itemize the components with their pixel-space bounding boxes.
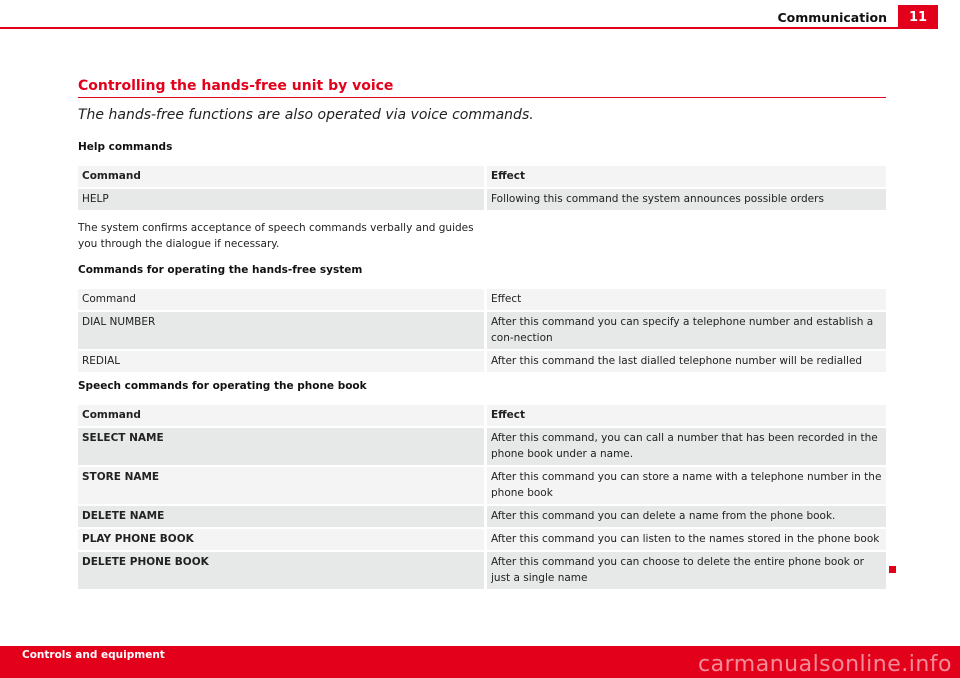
header-rule <box>0 27 912 29</box>
command-cell: SELECT NAME <box>78 428 484 465</box>
phonebook-commands-heading: Speech commands for operating the phone book <box>78 380 367 392</box>
column-header-command: Command <box>78 405 484 426</box>
effect-cell: After this command you can listen to the names stored in the phone book <box>484 529 886 550</box>
command-cell: DELETE PHONE BOOK <box>78 552 484 589</box>
effect-cell: After this command you can choose to delete the entire phone book or just a single name <box>484 552 886 589</box>
column-header-effect: Effect <box>484 166 886 187</box>
watermark: carmanualsonline.info <box>698 652 952 677</box>
column-header-command: Command <box>78 289 484 310</box>
table-header-row <box>78 405 886 426</box>
section-end-marker-icon <box>889 566 896 573</box>
confirmation-paragraph: The system confirms acceptance of speech commands verbally and guides you through the dialogue if necessary. <box>78 222 474 250</box>
effect-cell: Following this command the system announces possible orders <box>484 189 886 210</box>
command-cell: REDIAL <box>78 351 484 372</box>
table-row <box>78 312 886 349</box>
footer-chapter-label: Controls and equipment <box>22 649 165 661</box>
table-row <box>78 189 886 210</box>
table-header-row <box>78 166 886 187</box>
column-header-effect: Effect <box>484 289 886 310</box>
table-row <box>78 552 886 589</box>
footer-bar <box>0 646 960 678</box>
effect-cell: After this command you can specify a telephone number and establish a con-nection <box>484 312 886 349</box>
page-number: 11 <box>898 5 938 29</box>
table-row <box>78 529 886 550</box>
handsfree-commands-table <box>78 287 886 374</box>
command-cell: PLAY PHONE BOOK <box>78 529 484 550</box>
command-cell: DELETE NAME <box>78 506 484 527</box>
help-commands-table <box>78 164 886 212</box>
command-cell: STORE NAME <box>78 467 484 504</box>
effect-cell: After this command the last dialled telephone number will be redialled <box>484 351 886 372</box>
command-cell: DIAL NUMBER <box>78 312 484 349</box>
chapter-title: Communication <box>777 10 887 25</box>
table-row <box>78 351 886 372</box>
command-cell: HELP <box>78 189 484 210</box>
table-row <box>78 506 886 527</box>
section-intro: The hands-free functions are also operated via voice commands. <box>78 107 534 123</box>
effect-cell: After this command you can store a name with a telephone number in the phone book <box>484 467 886 504</box>
section-heading: Controlling the hands-free unit by voice <box>78 78 886 98</box>
table-row <box>78 467 886 504</box>
column-header-effect: Effect <box>484 405 886 426</box>
handsfree-commands-heading: Commands for operating the hands-free system <box>78 264 363 276</box>
effect-cell: After this command you can delete a name from the phone book. <box>484 506 886 527</box>
phonebook-commands-table <box>78 403 886 591</box>
column-header-command: Command <box>78 166 484 187</box>
table-row <box>78 428 886 465</box>
table-header-row <box>78 289 886 310</box>
effect-cell: After this command, you can call a number that has been recorded in the phone book under a name. <box>484 428 886 465</box>
help-commands-heading: Help commands <box>78 141 173 153</box>
